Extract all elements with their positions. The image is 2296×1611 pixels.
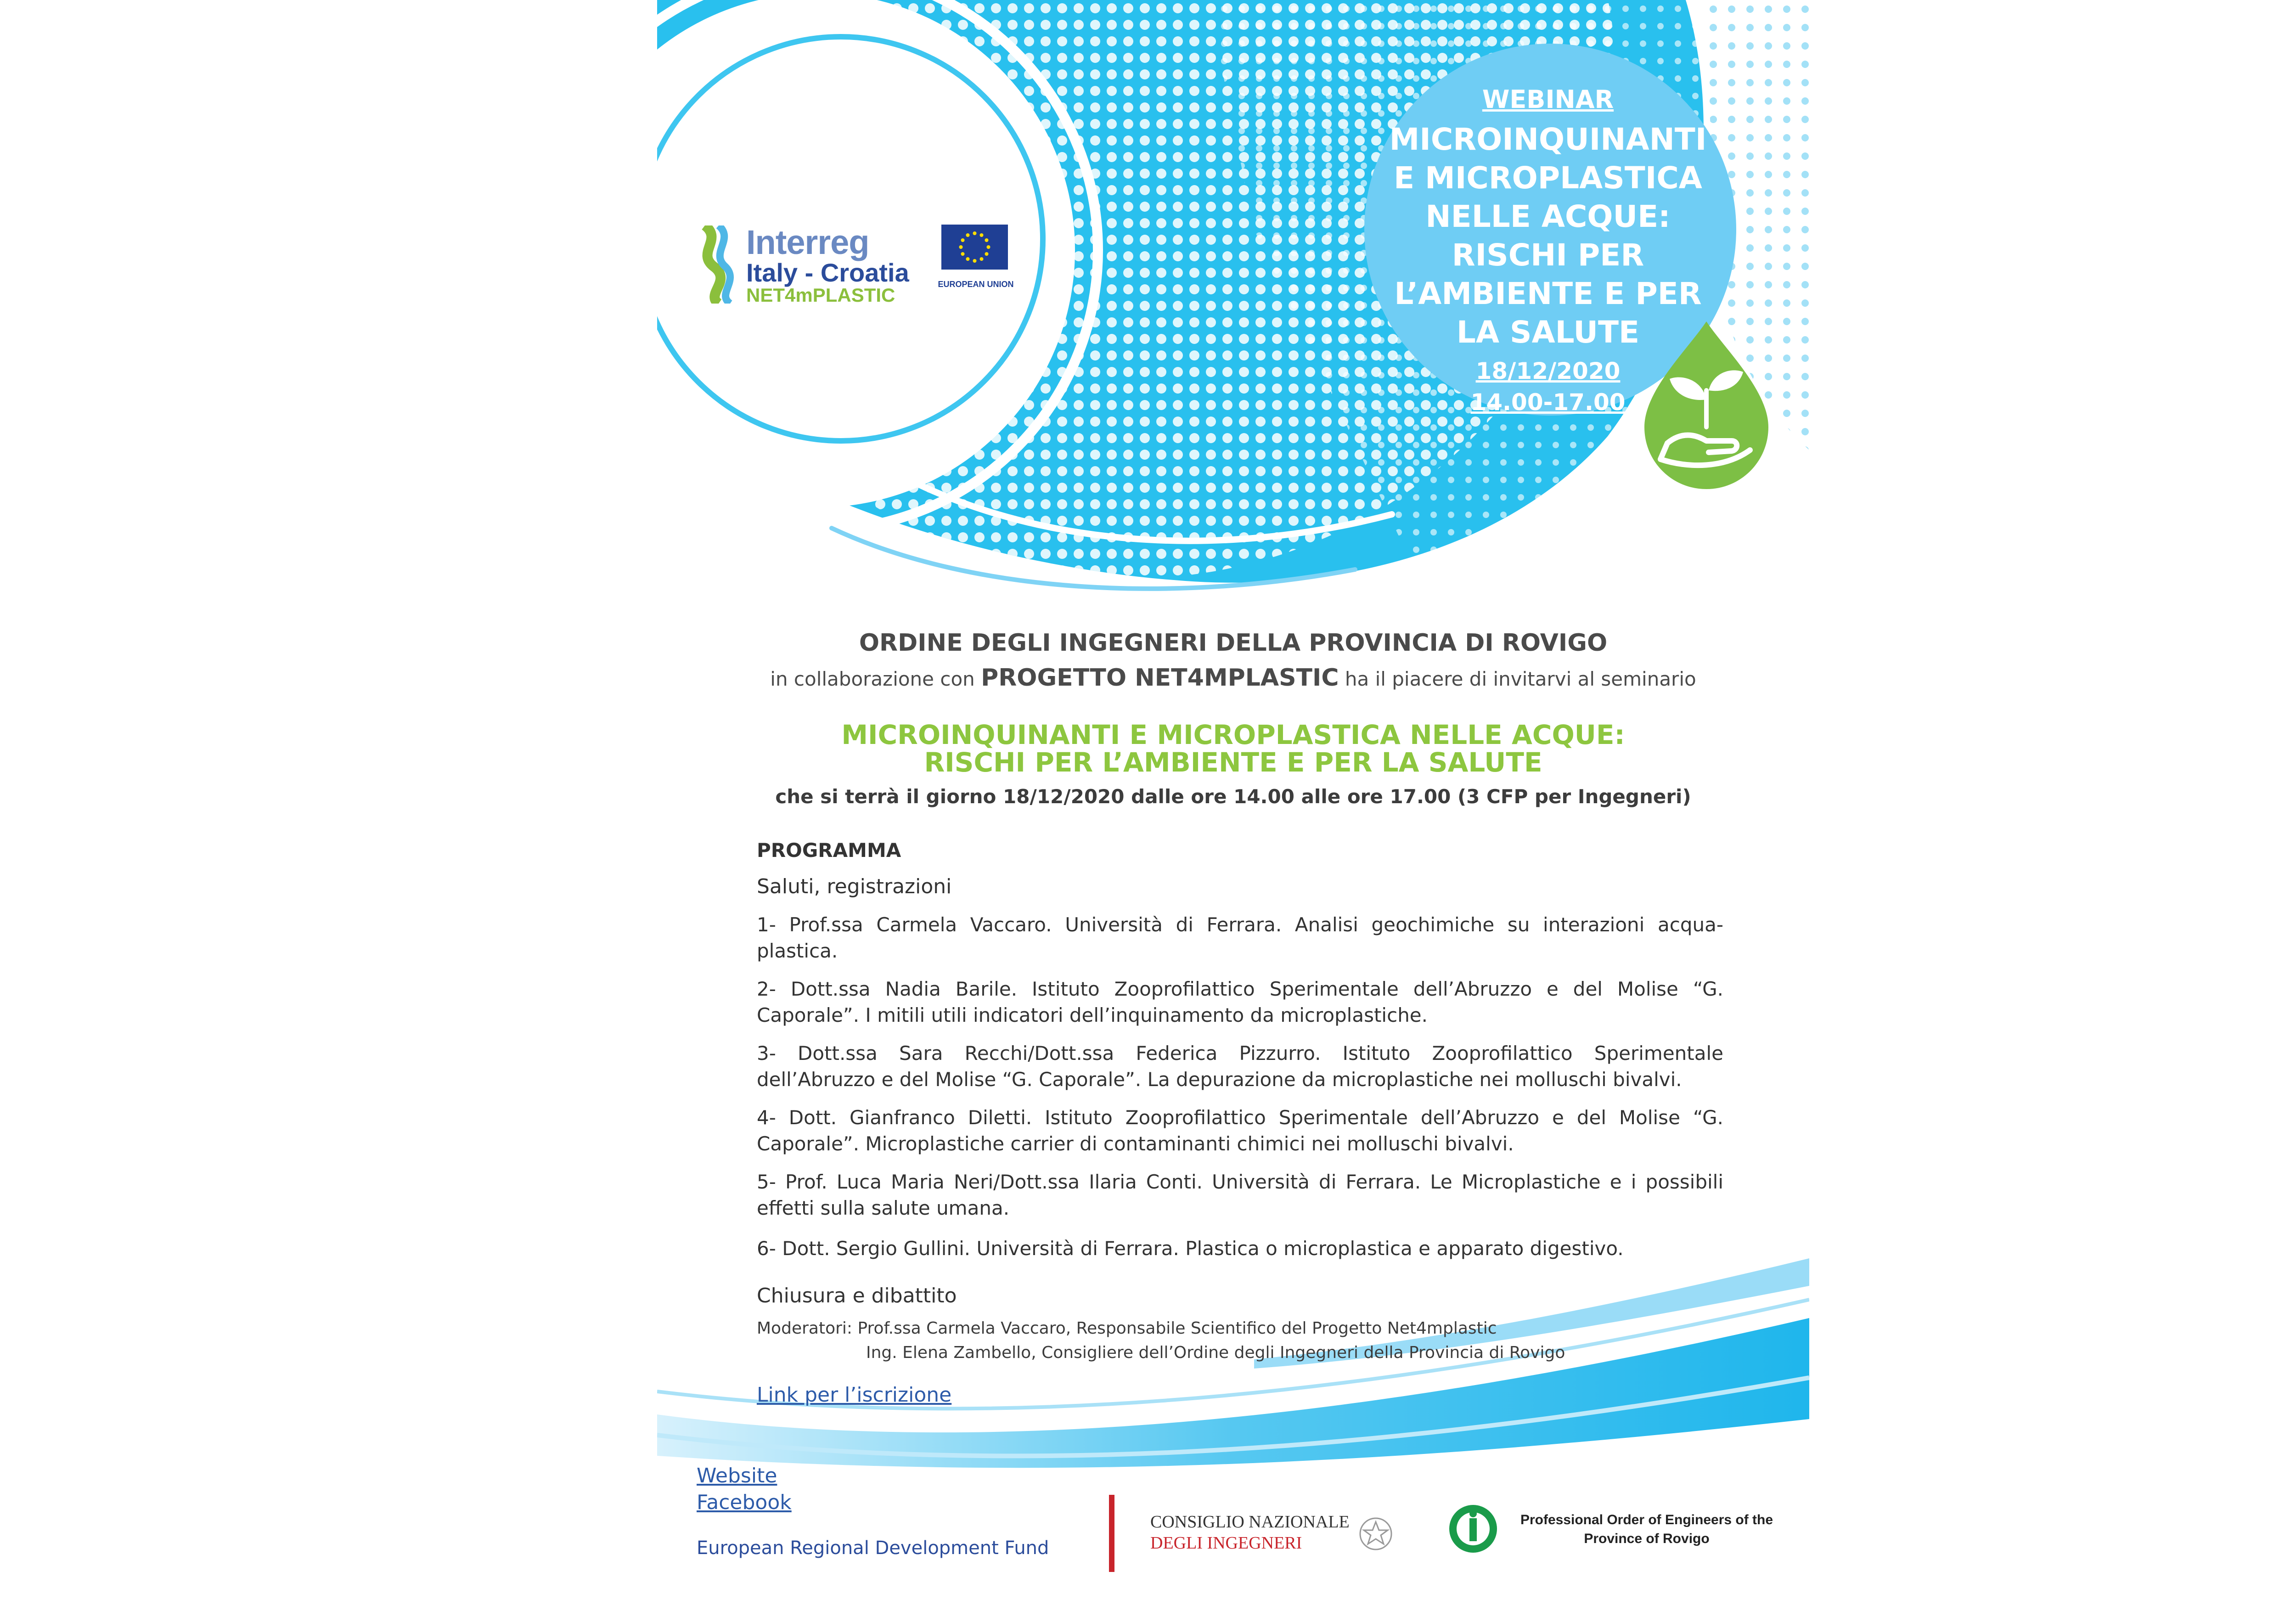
collab-project: PROGETTO NET4MPLASTIC: [981, 664, 1339, 692]
moderators-line-1: Moderatori: Prof.ssa Carmela Vaccaro, Responsabile Scientifico del Progetto Net4mplastic: [757, 1319, 1497, 1338]
badge-webinar[interactable]: WEBINAR: [1482, 85, 1614, 114]
program-item: 5- Prof. Luca Maria Neri/Dott.ssa Ilaria Conti. Università di Ferrara. Le Microplastiche e i possibili effetti sulla salute umana.: [757, 1171, 1723, 1219]
seminar-title: [657, 711, 1809, 786]
website-link[interactable]: Website: [697, 1464, 777, 1487]
cni-name-line2-text: DEGLI INGEGNERI: [1150, 1533, 1302, 1553]
interreg-program: Italy - Croatia: [746, 258, 909, 287]
erdf-label: European Regional Development Fund: [697, 1538, 1049, 1559]
program-closing: Chiusura e dibattito: [757, 1284, 957, 1307]
rovigo-order-line2: Province of Rovigo: [1584, 1531, 1710, 1546]
interreg-title: Interreg: [746, 223, 869, 261]
program-item: 4- Dott. Gianfranco Diletti. Istituto Zooprofilattico Sperimentale dell’Abruzzo e del Molise “G. Caporale”. Microplastiche carrier di contaminanti chimici nei molluschi bivalvi.: [757, 1106, 1723, 1155]
collaboration-line: [657, 664, 1809, 692]
organizer-heading: ORDINE DEGLI INGEGNERI DELLA PROVINCIA DI ROVIGO: [859, 629, 1608, 657]
cni-name-line1: CONSIGLIO NAZIONALE: [1150, 1512, 1350, 1532]
eu-label: EUROPEAN UNION: [938, 280, 1014, 289]
webinar-poster: [657, 0, 1809, 1611]
rovigo-order-line1: Professional Order of Engineers of the: [1520, 1512, 1773, 1527]
rovigo-order-logo-icon: [1447, 1503, 1500, 1555]
badge-title: MICROINQUINANTI E MICROPLASTICA NELLE ACQUE: RISCHI PER L’AMBIENTE E PER LA SALUTE: [1389, 122, 1707, 350]
cni-logo-bar: [1109, 1495, 1114, 1572]
collab-before: in collaborazione con: [770, 668, 975, 690]
program-item: 3- Dott.ssa Sara Recchi/Dott.ssa Federica Pizzurro. Istituto Zooprofilattico Sperimentale dell’Abruzzo e del Molise “G. Caporale”. La depurazione da microplastiche nei molluschi bivalvi.: [757, 1042, 1723, 1091]
signup-link[interactable]: Link per l’iscrizione: [757, 1383, 952, 1407]
program-heading: PROGRAMMA: [757, 839, 901, 862]
interreg-logo: [696, 223, 1014, 315]
badge-date[interactable]: 18/12/2020: [1475, 358, 1621, 384]
cni-name-line2: [1150, 1533, 1302, 1553]
title-badge: [1373, 85, 1722, 418]
eu-flag-icon: [941, 225, 1008, 270]
badge-time[interactable]: 14.00-17.00: [1470, 389, 1626, 416]
program-opening: Saluti, registrazioni: [757, 875, 952, 898]
interreg-project: NET4mPLASTIC: [746, 284, 895, 306]
seminar-title-line1: MICROINQUINANTI E MICROPLASTICA NELLE ACQUE:: [841, 719, 1625, 750]
interreg-waves-icon: [696, 225, 737, 304]
moderators-line-2: Ing. Elena Zambello, Consigliere dell’Ordine degli Ingegneri della Provincia di Rovigo: [866, 1343, 1565, 1362]
seminar-title-line2: RISCHI PER L’AMBIENTE E PER LA SALUTE: [924, 747, 1542, 778]
collab-after: ha il piacere di invitarvi al seminario: [1345, 668, 1696, 690]
program-item: 6- Dott. Sergio Gullini. Università di Ferrara. Plastica o microplastica e apparato digestivo.: [757, 1237, 1624, 1260]
program-item: 1- Prof.ssa Carmela Vaccaro. Università di Ferrara. Analisi geochimiche su interazioni acqua-plastica.: [757, 913, 1723, 962]
event-date-line: che si terrà il giorno 18/12/2020 dalle ore 14.00 alle ore 17.00 (3 CFP per Ingegneri): [775, 785, 1691, 808]
program-item: 2- Dott.ssa Nadia Barile. Istituto Zooprofilattico Sperimentale dell’Abruzzo e del Molise “G. Caporale”. I mitili utili indicatori dell’inquinamento da microplastiche.: [757, 978, 1723, 1026]
italian-emblem-icon: [1357, 1515, 1394, 1552]
facebook-link[interactable]: Facebook: [697, 1491, 792, 1514]
